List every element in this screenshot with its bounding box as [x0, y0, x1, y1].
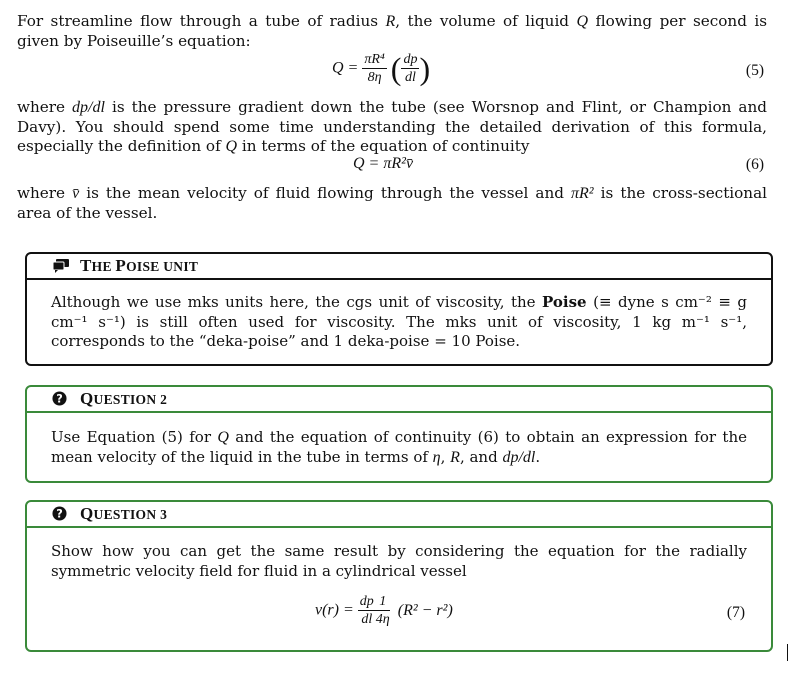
question-2-text: Use Equation (5) for Q and the equation of continuity (6) to obtain an expression for the mean velocity of the liquid in the tube in terms of η, R, and dp/dl. [51, 428, 747, 466]
equation-number: (7) [726, 604, 745, 621]
equation-number: (5) [745, 62, 764, 79]
text-cursor [787, 644, 788, 661]
question-3-title: QUESTION 3 [80, 504, 168, 523]
velocity-paragraph: where v̄ is the mean velocity of fluid flowing through the vessel and πR² is the cross-sectional area of the vessel. [17, 184, 767, 222]
equation-7: v(r) = $\frac{dp}{dl}$ $\frac{1}{4\eta}$ (R² − r²) (7) [315, 594, 745, 627]
comments-icon [52, 258, 70, 273]
poise-unit-box [25, 252, 773, 366]
question-2-box [25, 385, 773, 483]
equation-6: Q = πR²v̄ (6) [353, 155, 764, 173]
question-2-title: QUESTION 2 [80, 389, 168, 408]
svg-text:?: ? [56, 507, 63, 521]
svg-text:?: ? [56, 392, 63, 406]
poise-title: THE POISE UNIT [80, 256, 199, 275]
equation-number: (6) [745, 156, 764, 173]
question-3-text: Show how you can get the same result by considering the equation for the radially symmetric velocity field for fluid in a cylindrical vessel [51, 542, 747, 580]
poise-text: Although we use mks units here, the cgs unit of viscosity, the Poise (≡ dyne s cm⁻² ≡ g cm⁻¹ s⁻¹) is still often used for viscosity. The mks unit of viscosity, 1 kg m⁻¹ s⁻¹, corresponds to the “deka-poise” and 1 deka-poise = 10 Poise. [51, 293, 747, 350]
question-3-box [25, 500, 773, 652]
equation-5: Q = $\frac{\text{πR⁴}}{8\eta}$ ( $\frac{dp}{dl}$ ) (5) [332, 50, 764, 87]
question-circle-icon [52, 506, 67, 521]
question-circle-icon [52, 391, 67, 406]
intro-paragraph: For streamline flow through a tube of radius R, the volume of liquid Q flowing per second is given by Poiseuille’s equation: [17, 12, 768, 50]
gradient-paragraph: where dp/dl is the pressure gradient down the tube (see Worsnop and Flint, or Champion and Davy). You should spend some time understanding the detailed derivation of this formula, especially the definition of Q in terms of the equation of continuity [17, 98, 767, 155]
